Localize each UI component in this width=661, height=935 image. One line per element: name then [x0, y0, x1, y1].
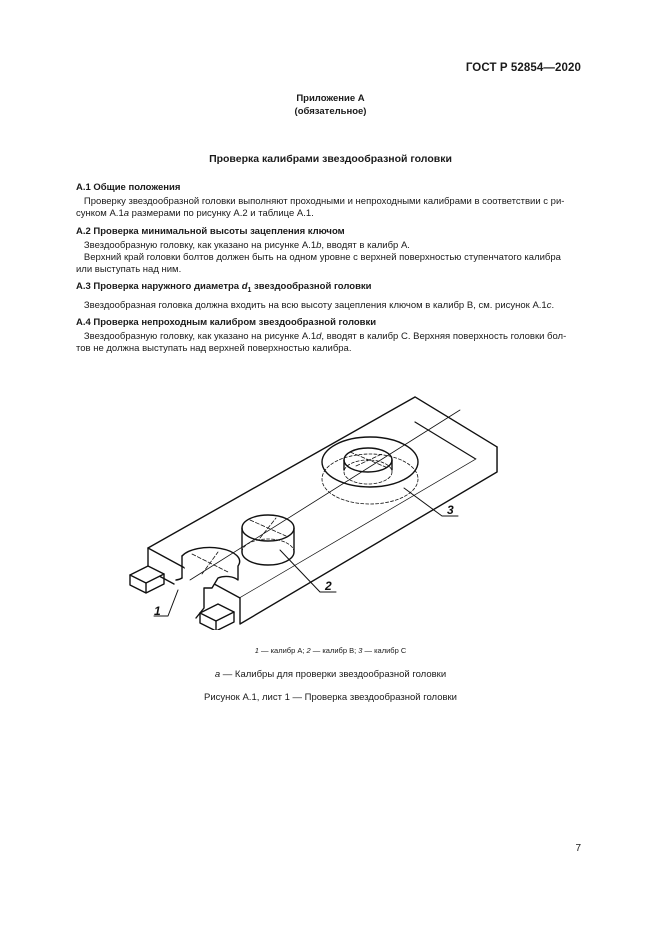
paragraph-line: Звездообразную головку, как указано на рисунке А.1d, вводят в калибр С. Верхняя поверхность головки бол-	[83, 330, 567, 342]
section-heading-a3: А.3 Проверка наружного диаметра $d_1$ звездообразной головки	[76, 281, 372, 295]
section-heading-a1: А.1 Общие положения	[76, 182, 181, 193]
figure-label-3: 3	[447, 503, 454, 517]
figure-subcaption: a — Калибры для проверки звездообразной головки	[214, 669, 447, 680]
appendix-status: (обязательное)	[294, 106, 367, 117]
paragraph-line: Звездообразную головку, как указано на рисунке А.1b, вводят в калибр А.	[83, 239, 410, 251]
paragraph-line: Верхний край головки болтов должен быть на одном уровне с верхней поверхностью ступенчатого калибра	[83, 252, 561, 264]
page-number: 7	[575, 843, 581, 854]
figure-label-2: 2	[325, 579, 332, 593]
gauge-figure	[120, 380, 540, 630]
paragraph-line: сунком А.1a размерами по рисунку А.2 и таблице А.1.	[76, 208, 314, 220]
document-title: Проверка калибрами звездообразной головки	[209, 153, 452, 165]
appendix-heading	[0, 92, 661, 118]
paragraph-line: Проверку звездообразной головки выполняют проходными и непроходными калибрами в соответствии с ри-	[83, 196, 565, 208]
section-heading-a2: А.2 Проверка минимальной высоты зацепления ключом	[76, 225, 345, 237]
figure-label-1: 1	[154, 604, 161, 618]
paragraph-line: тов не должна выступать над верхней поверхностью калибра.	[76, 343, 352, 355]
paragraph-line: Звездообразная головка должна входить на всю высоту зацепления ключом в калибр В, см. рисунок А.1c.	[83, 299, 555, 311]
paragraph-line: или выступать над ним.	[76, 264, 182, 276]
body-text	[76, 182, 584, 355]
appendix-title: Приложение А	[296, 93, 365, 104]
figure-caption: Рисунок А.1, лист 1 — Проверка звездообразной головки	[204, 692, 457, 703]
standard-code: ГОСТ Р 52854—2020	[465, 62, 581, 74]
section-heading-a4: А.4 Проверка непроходным калибром звездообразной головки	[76, 316, 377, 328]
figure-legend: 1 — калибр А; 2 — калибр В; 3 — калибр С	[254, 646, 407, 655]
